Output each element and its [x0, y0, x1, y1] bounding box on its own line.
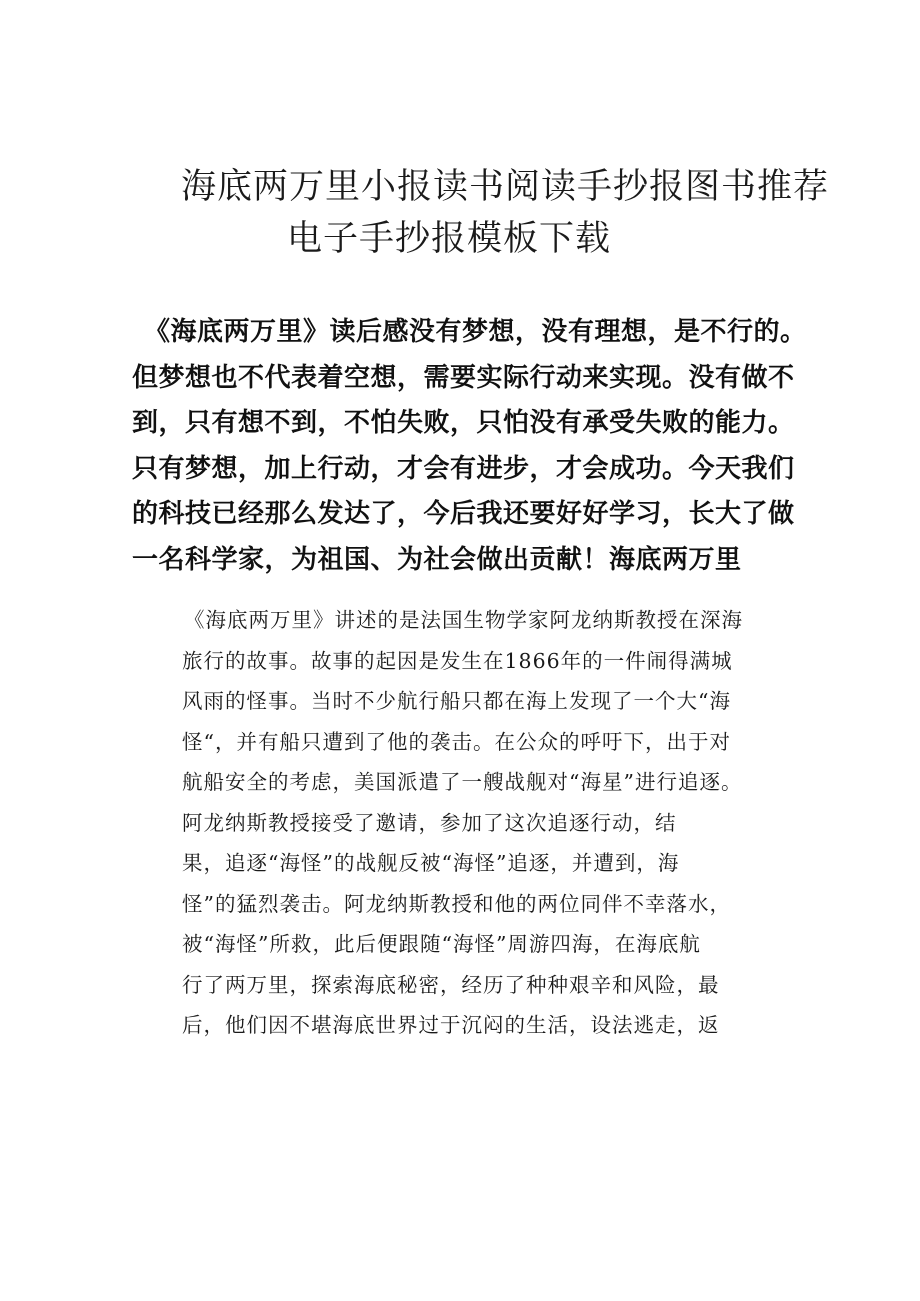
summary-line: 航船安全的考虑，美国派遣了一艘战舰对“海星”进行追逐。 — [182, 770, 743, 794]
review-line: 但梦想也不代表着空想，需要实际行动来实现。没有做不 — [132, 362, 795, 393]
review-line: 只有梦想，加上行动，才会有进步，才会成功。今天我们 — [132, 453, 795, 484]
summary-line: 旅行的故事。故事的起因是发生在1866年的一件闹得满城 — [182, 648, 733, 673]
summary-line: 怪“，并有船只遭到了他的袭击。在公众的呼吁下，出于对 — [182, 729, 731, 754]
summary-line: 怪”的猛烈袭击。阿龙纳斯教授和他的两位同伴不幸落水， — [182, 891, 731, 916]
review-line: 《海底两万里》读后感没有梦想，没有理想，是不行的。 — [144, 317, 807, 347]
summary-line: 风雨的怪事。当时不少航行船只都在海上发现了一个大“海 — [182, 689, 731, 713]
summary-line: 被“海怪”所救，此后便跟随“海怪”周游四海，在海底航 — [182, 932, 701, 956]
summary-line: 后，他们因不堪海底世界过于沉闷的生活，设法逃走，返 — [182, 1013, 720, 1037]
review-line: 一名科学家，为祖国、为社会做出贡献！海底两万里 — [132, 544, 742, 575]
review-line: 的科技已经那么发达了，今后我还要好好学习，长大了做 — [132, 499, 795, 529]
review-line: 到，只有想不到，不怕失败，只怕没有承受失败的能力。 — [132, 408, 795, 438]
summary-line: 行了两万里，探索海底秘密，经历了种种艰辛和风险，最 — [182, 972, 720, 997]
summary-line: 阿龙纳斯教授接受了邀请，参加了这次追逐行动，结 — [182, 810, 677, 835]
review-paragraph — [132, 310, 822, 583]
summary-line: 《海底两万里》讲述的是法国生物学家阿龙纳斯教授在深海 — [184, 608, 743, 632]
document-title-line-1: 海底两万里小报读书阅读手抄报图书推荐 — [181, 167, 830, 207]
summary-paragraph — [182, 600, 822, 1046]
summary-line: 果，追逐“海怪”的战舰反被“海怪”追逐，并遭到，海 — [182, 851, 680, 875]
document-title-line-2: 电子手抄报模板下载 — [287, 219, 612, 259]
